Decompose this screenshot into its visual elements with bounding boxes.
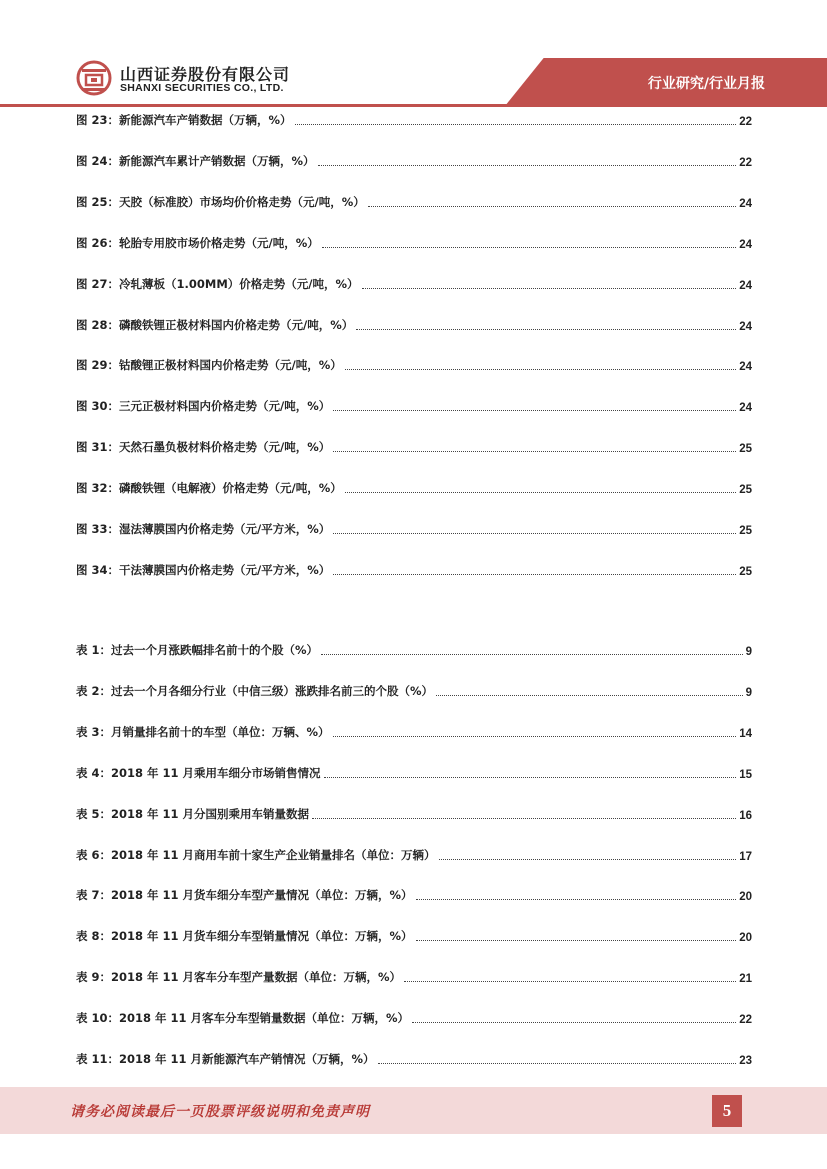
figure-entry-label: 图 28：磷酸铁锂正极材料国内价格走势（元/吨，%） [76, 317, 354, 332]
figure-entry[interactable] [76, 519, 752, 537]
leader-dots [368, 205, 736, 207]
table-entry[interactable] [76, 722, 752, 740]
figure-entry-label: 图 31：天然石墨负极材料价格走势（元/吨，%） [76, 440, 331, 455]
figure-entry[interactable] [76, 560, 752, 578]
figure-entry-label: 图 26：轮胎专用胶市场价格走势（元/吨，%） [76, 235, 319, 250]
header-divider [0, 104, 827, 107]
leader-dots [312, 817, 736, 819]
table-entry[interactable] [76, 885, 752, 903]
figure-entry-page: 25 [739, 484, 752, 497]
figure-entry-page: 24 [739, 320, 752, 333]
table-entry-label: 表 8：2018 年 11 月货车细分车型销量情况（单位：万辆，%） [76, 929, 413, 944]
company-name-cn: 山西证券股份有限公司 [120, 65, 291, 84]
leader-dots [345, 491, 736, 493]
leader-dots [333, 735, 737, 737]
figure-entry-page: 24 [739, 279, 752, 292]
figure-entry-label: 图 30：三元正极材料国内价格走势（元/吨，%） [76, 399, 331, 414]
leader-dots [333, 450, 736, 452]
leader-dots [321, 653, 743, 655]
figure-entry-page: 25 [739, 565, 752, 578]
table-entry-label: 表 9：2018 年 11 月客车分车型产量数据（单位：万辆，%） [76, 970, 402, 985]
figure-entry-page: 24 [739, 402, 752, 415]
leader-dots [356, 328, 736, 330]
leader-dots [318, 164, 737, 166]
figure-entry-page: 24 [739, 197, 752, 210]
figure-entry[interactable] [76, 110, 752, 128]
footer-disclaimer: 请务必阅读最后一页股票评级说明和免责声明 [70, 1104, 370, 1120]
table-entry[interactable] [76, 681, 752, 699]
figure-entry-label: 图 27：冷轧薄板（1.00MM）价格走势（元/吨，%） [76, 276, 359, 291]
table-entry[interactable] [76, 804, 752, 822]
table-entry-page: 17 [739, 850, 752, 863]
figure-entry-label: 图 33：湿法薄膜国内价格走势（元/平方米，%） [76, 522, 331, 536]
table-entry-label: 表 11：2018 年 11 月新能源汽车产销情况（万辆，%） [76, 1052, 375, 1066]
report-section-label: 行业研究/行业月报 [647, 76, 765, 92]
figure-entry-page: 25 [739, 525, 752, 537]
leader-dots [416, 939, 737, 941]
table-entry[interactable] [76, 1049, 752, 1067]
page-number: 5 [712, 1095, 742, 1127]
table-entry[interactable] [76, 926, 752, 944]
figure-entry[interactable] [76, 315, 752, 333]
table-entry-label: 表 5：2018 年 11 月分国别乘用车销量数据 [76, 806, 310, 821]
table-entry[interactable] [76, 1008, 752, 1026]
leader-dots [439, 858, 737, 860]
table-entry-label: 表 4：2018 年 11 月乘用车细分市场销售情况 [76, 765, 321, 780]
table-entry-label: 表 7：2018 年 11 月货车细分车型产量情况（单位：万辆，%） [76, 888, 413, 903]
figure-entry-label: 图 23：新能源汽车产销数据（万辆，%） [76, 113, 292, 127]
table-entry-page: 15 [739, 768, 752, 781]
table-entry[interactable] [76, 640, 752, 658]
figure-entry[interactable] [76, 192, 752, 210]
leader-dots [412, 1021, 736, 1023]
table-entry[interactable] [76, 967, 752, 985]
leader-dots [324, 776, 737, 778]
leader-dots [416, 898, 737, 900]
figure-entry[interactable] [76, 437, 752, 455]
figure-entry[interactable] [76, 274, 752, 292]
table-entry[interactable] [76, 763, 752, 781]
figure-entry-label: 图 34：干法薄膜国内价格走势（元/平方米，%） [76, 562, 331, 577]
figure-entry-label: 图 24：新能源汽车累计产销数据（万辆，%） [76, 153, 315, 168]
leader-dots [378, 1062, 737, 1064]
company-name-en: SHANXI SECURITIES CO., LTD. [120, 82, 284, 94]
figure-entry-page: 25 [739, 443, 752, 456]
table-entry-page: 20 [739, 932, 752, 945]
table-entry-page: 16 [739, 809, 752, 822]
figure-entry-page: 22 [739, 116, 752, 128]
leader-dots [404, 980, 736, 982]
table-entry-label: 表 2：过去一个月各细分行业（中信三级）涨跌排名前三的个股（%） [76, 683, 434, 698]
shanxi-securities-logo-icon [76, 60, 112, 96]
figure-entry-label: 图 32：磷酸铁锂（电解液）价格走势（元/吨，%） [76, 481, 342, 496]
figure-entry[interactable] [76, 151, 752, 169]
leader-dots [295, 123, 737, 125]
leader-dots [345, 368, 736, 370]
table-entry-label: 表 1：过去一个月涨跌幅排名前十的个股（%） [76, 643, 319, 657]
figure-entry-label: 图 29：钴酸锂正极材料国内价格走势（元/吨，%） [76, 358, 342, 373]
page-header [0, 0, 827, 110]
table-entry-page: 14 [739, 727, 752, 740]
table-entry-page: 21 [739, 973, 752, 986]
leader-dots [333, 409, 736, 411]
figure-entry[interactable] [76, 396, 752, 414]
figure-entry-label: 图 25：天胶（标准胶）市场均价价格走势（元/吨，%） [76, 194, 365, 209]
figure-entry-page: 24 [739, 361, 752, 374]
table-entry-page: 9 [745, 686, 752, 699]
table-entry[interactable] [76, 845, 752, 863]
figure-entry-page: 22 [739, 156, 752, 169]
table-entry-label: 表 6：2018 年 11 月商用车前十家生产企业销量排名（单位：万辆） [76, 847, 436, 862]
figure-entry[interactable] [76, 233, 752, 251]
table-entry-page: 22 [739, 1014, 752, 1027]
figure-entry-page: 24 [739, 238, 752, 251]
leader-dots [333, 532, 736, 534]
table-entry-page: 9 [745, 646, 752, 658]
table-entry-label: 表 3：月销量排名前十的车型（单位：万辆、%） [76, 724, 330, 739]
table-entry-page: 20 [739, 891, 752, 904]
figure-entry[interactable] [76, 478, 752, 496]
leader-dots [322, 246, 736, 248]
leader-dots [436, 694, 743, 696]
figure-entry[interactable] [76, 355, 752, 373]
leader-dots [362, 287, 737, 289]
table-entry-label: 表 10：2018 年 11 月客车分车型销量数据（单位：万辆，%） [76, 1011, 410, 1026]
table-entry-page: 23 [739, 1055, 752, 1067]
leader-dots [333, 573, 736, 575]
